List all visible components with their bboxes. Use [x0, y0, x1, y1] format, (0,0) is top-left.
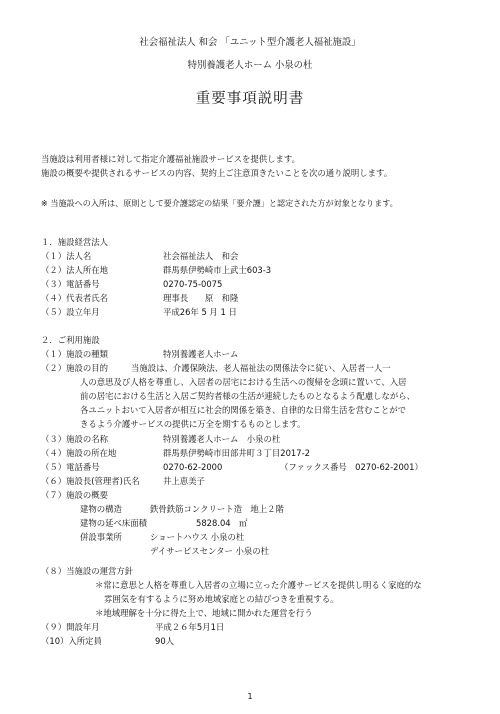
s1-row-1-label: （１）法人名: [41, 251, 92, 261]
s1-row-4-label: （４）代表者氏名: [41, 293, 108, 303]
s2-name-value: 特別養護老人ホーム 小泉の杜: [163, 434, 281, 444]
s2-purpose-line-3: 前の居宅における生活と入居ご契約者様の生活が連続したものとなるよう配慮しながら、: [80, 391, 415, 401]
s2-opened-value: 平成２６年5月1日: [155, 622, 225, 632]
s2-purpose-line-4: 各ユニットおいて入居者が相互に社会的関係を築き、自律的な日常生活を営むことがで: [80, 405, 406, 415]
s1-row-5-value: 平成26年 5 月 1 日: [163, 307, 237, 317]
section-2-heading: ２．ご利用施設: [41, 335, 100, 345]
s2-director-value: 井上恵美子: [163, 476, 205, 486]
page-title: 重要事項説明書: [195, 91, 305, 107]
intro-line-2: 施設の概要や提供されるサービスの内容、契約上ご注意頂きたいことを次の通り説明します。: [41, 168, 393, 178]
s2-fax-value: （ファックス番号 0270-62-2001）: [280, 462, 423, 472]
s2-overview-label: （７）施設の概要: [41, 490, 108, 500]
s2-capacity-value: 90人: [155, 636, 175, 646]
s2-opened-label: （９）開設年月: [41, 622, 100, 632]
header-line-2: 特別養護老人ホーム 小泉の杜: [187, 60, 313, 71]
s2-phone-label: （５）電話番号: [41, 462, 100, 472]
s2-combined-value-1: ショートハウス 小泉の杜: [150, 532, 245, 542]
s2-address-value: 群馬県伊勢崎市田部井町３丁目2017-2: [163, 448, 310, 458]
s2-policy-line-2: 雰囲気を有するように努め地域家庭との結びつきを重視する。: [104, 594, 339, 604]
s2-purpose-line-2: 人の意思及び人格を尊重し、入居者の居宅における生活への復帰を念頭に置いて、入居: [80, 377, 407, 387]
s1-row-3-label: （３）電話番号: [41, 279, 100, 289]
s2-type-value: 特別養護老人ホーム: [163, 349, 239, 359]
s2-policy-label: （８）当施設の運営方針: [41, 566, 134, 576]
s2-purpose-label: （２）施設の目的: [41, 363, 108, 373]
s1-row-5-label: （５）設立年月: [41, 307, 100, 317]
intro-line-1: 当施設は利用者様に対して指定介護福祉施設サービスを提供します。: [41, 154, 300, 164]
s2-policy-line-1: ＊常に意思と人格を尊重し入居者の立場に立った介護サービスを提供し明るく家庭的な: [95, 580, 422, 590]
s1-row-4-value: 理事長 原 和隆: [163, 293, 239, 303]
s2-structure-label: 建物の構造: [80, 504, 122, 514]
page-number: 1: [247, 692, 253, 701]
s2-capacity-label: （10）入所定員: [41, 636, 102, 646]
s2-floor-value: 5828.04 ㎡: [196, 518, 248, 528]
s2-structure-value: 鉄骨鉄筋コンクリート造 地上２階: [150, 504, 284, 514]
section-1-heading: １．施設経営法人: [41, 237, 108, 247]
s2-purpose-line-1: 当施設は、介護保険法、老人福祉法の関係法令に従い、入居者一人一: [131, 363, 391, 373]
s2-type-label: （１）施設の種類: [41, 349, 108, 359]
s2-policy-line-3: ＊地域理解を十分に得た上で、地域に開かれた運営を行う: [95, 608, 313, 618]
s2-combined-value-2: デイサービスセンター 小泉の杜: [150, 546, 269, 556]
s2-name-label: （３）施設の名称: [41, 434, 108, 444]
s1-row-2-value: 群馬県伊勢崎市上武士603-3: [163, 265, 272, 275]
s1-row-1-value: 社会福祉法人 和会: [163, 251, 239, 261]
intro-note: ※ 当施設への入所は、原則として要介護認定の結果「要介護」と認定された方が対象となります。: [41, 198, 398, 208]
s2-combined-label: 併設事業所: [80, 532, 122, 542]
s2-phone-value: 0270-62-2000: [163, 462, 223, 472]
s2-director-label: （６）施設長(管理者)氏名: [41, 476, 140, 486]
header-line-1: 社会福祉法人 和会 「ユニット型介護老人福祉施設」: [139, 37, 361, 48]
s2-address-label: （４）施設の所在地: [41, 448, 117, 458]
s1-row-3-value: 0270-75-0075: [163, 279, 223, 289]
s2-purpose-line-5: きるよう介護サービスの提供に万全を期するものとします。: [80, 419, 306, 429]
s2-floor-label: 建物の延べ床面積: [80, 518, 147, 528]
s1-row-2-label: （２）法人所在地: [41, 265, 108, 275]
